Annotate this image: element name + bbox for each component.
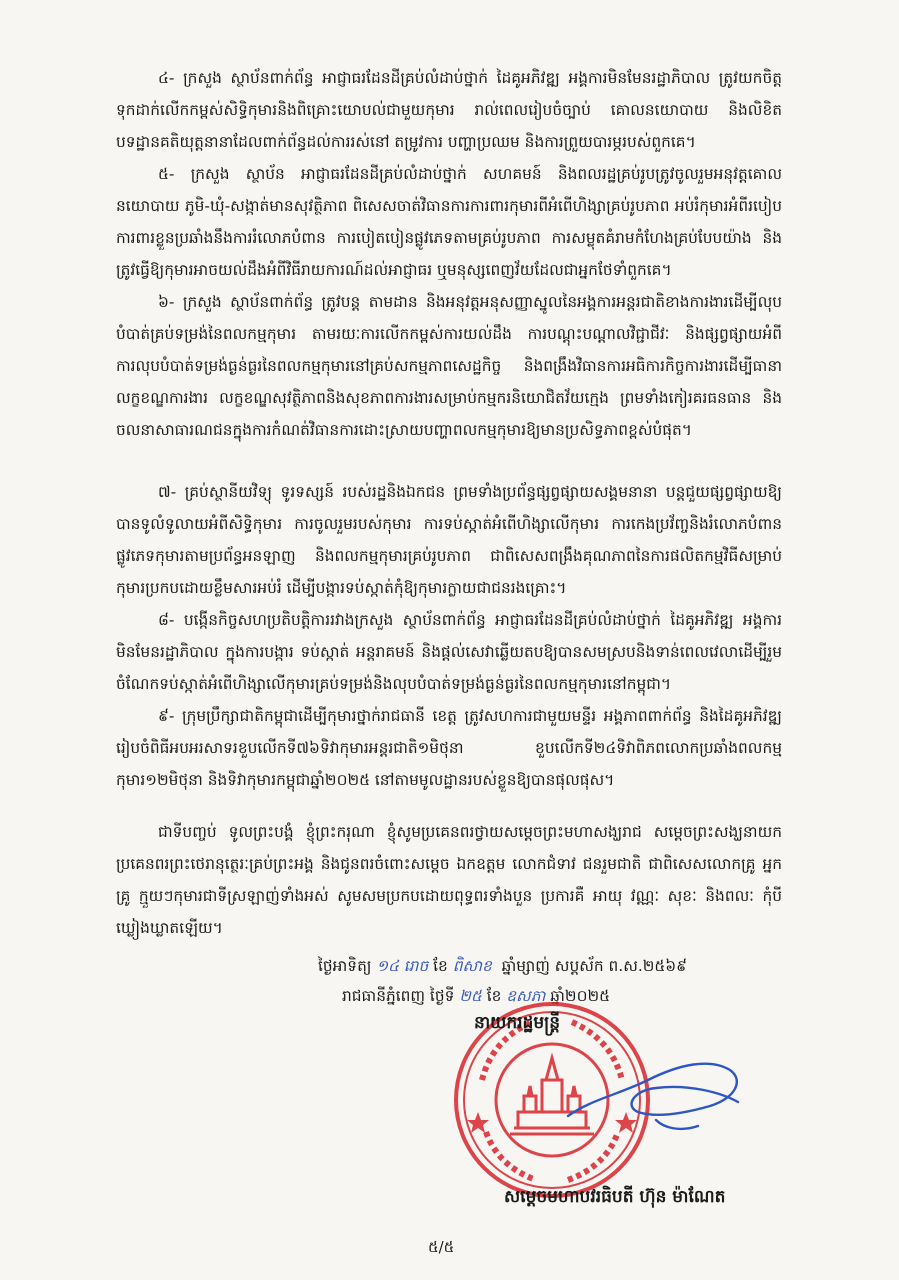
lunar-date-line [318, 950, 687, 982]
lunar-waning: រោច [403, 957, 429, 975]
place-month-label: ខែ [486, 987, 502, 1005]
lunar-date-prefix: ថ្ងៃអាទិត្យ [318, 957, 372, 975]
lunar-date-suffix: ឆ្នាំម្សាញ់ សប្ដស័ក ព.ស.២៥៦៩ [501, 957, 688, 975]
lunar-day: ១៤ [376, 957, 399, 975]
place-day: ២៥ [459, 987, 482, 1005]
place-prefix: រាជធានីភ្នំពេញ ថ្ងៃទី [342, 987, 455, 1005]
paragraph-5: ៥- ក្រសួង ស្ថាប័ន អាជ្ញាធរដែនដីគ្រប់លំដាប់ថ្នាក់ សហគមន៍ និងពលរដ្ឋគ្រប់រូបត្រូវចូលរួមអនុវត្តគោលនយោបាយ ភូមិ-ឃុំ-សង្កាត់មានសុវត្ថិភាព ពិសេសចាត់វិធានការការពារកុមារពីអំពើហិង្សាគ្រប់រូបភាព អប់រំកុមារអំពីរបៀបការពារខ្លួនប្រឆាំងនឹងការរំលោភបំពាន ការបៀតបៀនផ្លូវភេទតាមគ្រប់រូបភាព ការសម្លុតគំរាមកំហែងគ្រប់បែបយ៉ាង និងត្រូវធ្វើឱ្យកុមារអាចយល់ដឹងអំពីវិធីរាយការណ៍ដល់អាជ្ញាធរ ឬមនុស្សពេញវ័យដែលជាអ្នកថែទាំពួកគេ។ [116, 165, 782, 279]
paragraph-9: ៩- ក្រុមប្រឹក្សាជាតិកម្ពុជាដើម្បីកុមារថ្នាក់រាជធានី ខេត្ត ត្រូវសហការជាមួយមន្ទីរ អង្គភាពពាក់ព័ន្ធ និងដៃគូអភិវឌ្ឍ រៀបចំពិធីអបអរសាទរខួបលើកទី៧៦ទិវាកុមារអន្តរជាតិ១មិថុនា ខួបលើកទី២៤ទិវាពិភពលោកប្រឆាំងពលកម្មកុមារ១២មិថុនា និងទិវាកុមារកម្ពុជាឆ្នាំ២០២៥ នៅតាមមូលដ្ឋានរបស់ខ្លួនឱ្យបានផុលផុស។ [116, 707, 782, 789]
signatory-title: នាយករដ្ឋមន្ត្រី [474, 1013, 560, 1033]
page-number: ៥/៥ [428, 1238, 455, 1256]
paragraph-6: ៦- ក្រសួង ស្ថាប័នពាក់ព័ន្ធ ត្រូវបន្ត តាមដាន និងអនុវត្តអនុសញ្ញាស្នូលនៃអង្គការអន្តរជាតិខាងការងារដើម្បីលុបបំបាត់គ្រប់ទម្រង់នៃពលកម្មកុមារ តាមរយៈការលើកកម្ពស់ការយល់ដឹង ការបណ្ដុះបណ្ដាលវិជ្ជាជីវៈ និងផ្សព្វផ្សាយអំពីការលុបបំបាត់ទម្រង់ធ្ងន់ធ្ងរនៃពលកម្មកុមារនៅគ្រប់សកម្មភាពសេដ្ឋកិច្ច និងពង្រឹងវិធានការអធិការកិច្ចការងារដើម្បីធានាលក្ខខណ្ឌការងារ លក្ខខណ្ឌសុវត្ថិភាពនិងសុខភាពការងារសម្រាប់កម្មករនិយោជិតវ័យក្មេង ព្រមទាំងកៀរគរធនធាន និងចលនាសាធារណជនក្នុងការកំណត់វិធានការដោះស្រាយបញ្ហាពលកម្មកុមារឱ្យមានប្រសិទ្ធភាពខ្ពស់បំផុត។ [116, 293, 782, 439]
handwritten-signature [560, 1040, 750, 1160]
place-month: ឧសភា [506, 987, 546, 1005]
place-year: ឆ្នាំ២០២៥ [550, 987, 611, 1005]
signatory-name: សម្ដេចមហាបវរធិបតី ហ៊ុន ម៉ាណែត [504, 1187, 726, 1207]
lunar-month: ពិសាខ [452, 957, 492, 975]
paragraph-7: ៧- គ្រប់ស្ថានីយវិទ្យុ ទូរទស្សន៍ របស់រដ្ឋនិងឯកជន ព្រមទាំងប្រព័ន្ធផ្សព្វផ្សាយសង្គមនានា បន្តជួយផ្សព្វផ្សាយឱ្យបានទូលំទូលាយអំពីសិទ្ធិកុមារ ការចូលរួមរបស់កុមារ ការទប់ស្កាត់អំពើហិង្សាលើកុមារ ការកេងប្រវ័ញ្ចនិងរំលោភបំពានផ្លូវភេទកុមារតាមប្រព័ន្ធអនឡាញ និងពលកម្មកុមារគ្រប់រូបភាព ជាពិសេសពង្រឹងគុណភាពនៃការផលិតកម្មវិធីសម្រាប់កុមារប្រកបដោយខ្លឹមសារអប់រំ ដើម្បីបង្ការទប់ស្កាត់កុំឱ្យកុមារក្លាយជាជនរងគ្រោះ។ [116, 483, 782, 597]
closing-paragraph: ជាទីបញ្ចប់ ទូលព្រះបង្គំ ខ្ញុំព្រះករុណា ខ្ញុំសូមប្រគេនពរថ្វាយសម្ដេចព្រះមហាសង្ឃរាជ សម្ដេចព្រះសង្ឃនាយក ប្រគេនពរព្រះថេរានុត្ថេរៈគ្រប់ព្រះអង្គ និងជូនពរចំពោះសម្ដេច ឯកឧត្ដម លោកជំទាវ ជនរួមជាតិ ជាពិសេសលោកគ្រូ អ្នកគ្រូ ក្មួយៗកុមារជាទីស្រឡាញ់ទាំងអស់ សូមសមប្រកបដោយពុទ្ធពរទាំងបួន ប្រការគឺ អាយុ វណ្ណៈ សុខៈ និងពលៈ កុំបីឃ្លៀងឃ្លាតឡើយ។ [116, 823, 782, 937]
lunar-month-label: ខែ [433, 957, 448, 975]
paragraph-4: ៤- ក្រសួង ស្ថាប័នពាក់ព័ន្ធ អាជ្ញាធរដែនដីគ្រប់លំដាប់ថ្នាក់ ដៃគូអភិវឌ្ឍ អង្គការមិនមែនរដ្ឋាភិបាល ត្រូវយកចិត្តទុកដាក់លើកកម្ពស់សិទ្ធិកុមារនិងពិគ្រោះយោបល់ជាមួយកុមារ រាល់ពេលរៀបចំច្បាប់ គោលនយោបាយ និងលិខិតបទដ្ឋានគតិយុត្តនានាដែលពាក់ព័ន្ធដល់ការរស់នៅ តម្រូវការ បញ្ហាប្រឈម និងការព្រួយបារម្ភរបស់ពួកគេ។ [116, 69, 782, 151]
paragraph-8: ៨- បង្កើនកិច្ចសហប្រតិបត្តិការរវាងក្រសួង ស្ថាប័នពាក់ព័ន្ធ អាជ្ញាធរដែនដីគ្រប់លំដាប់ថ្នាក់ ដៃគូអភិវឌ្ឍ អង្គការមិនមែនរដ្ឋាភិបាល ក្នុងការបង្ការ ទប់ស្កាត់ អន្តរាគមន៍ និងផ្ដល់សេវាឆ្លើយតបឱ្យបានសមស្របនិងទាន់ពេលវេលាដើម្បីរួមចំណែកទប់ស្កាត់អំពើហិង្សាលើកុមារគ្រប់ទម្រង់និងលុបបំបាត់ទម្រង់ធ្ងន់ធ្ងរនៃពលកម្មកុមារនៅកម្ពុជា។ [116, 611, 782, 693]
